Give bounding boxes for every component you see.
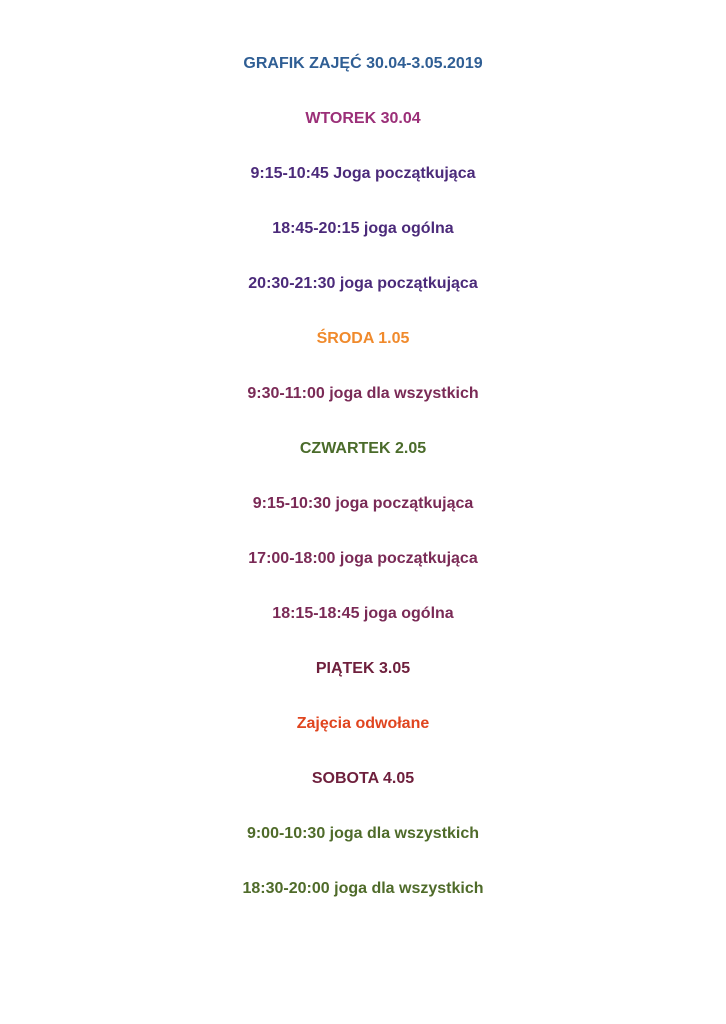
day-heading-friday: PIĄTEK 3.05 [315, 660, 411, 677]
schedule-title: GRAFIK ZAJĘĆ 30.04-3.05.2019 [243, 55, 483, 72]
class-entry: 9:00-10:30 joga dla wszystkich [246, 825, 480, 842]
class-entry: 9:15-10:45 Joga początkująca [250, 165, 476, 182]
day-heading-thursday: CZWARTEK 2.05 [299, 440, 427, 457]
cancellation-notice: Zajęcia odwołane [296, 715, 430, 732]
day-heading-wednesday: ŚRODA 1.05 [316, 330, 410, 347]
class-entry: 18:30-20:00 joga dla wszystkich [242, 880, 484, 897]
class-entry: 18:45-20:15 joga ogólna [272, 220, 454, 237]
class-entry: 18:15-18:45 joga ogólna [272, 605, 454, 622]
class-entry: 20:30-21:30 joga początkująca [248, 275, 478, 292]
class-entry: 9:15-10:30 joga początkująca [252, 495, 474, 512]
class-entry: 9:30-11:00 joga dla wszystkich [247, 385, 479, 402]
class-entry: 17:00-18:00 joga początkująca [248, 550, 478, 567]
day-heading-saturday: SOBOTA 4.05 [311, 770, 415, 787]
day-heading-tuesday: WTOREK 30.04 [305, 110, 421, 127]
